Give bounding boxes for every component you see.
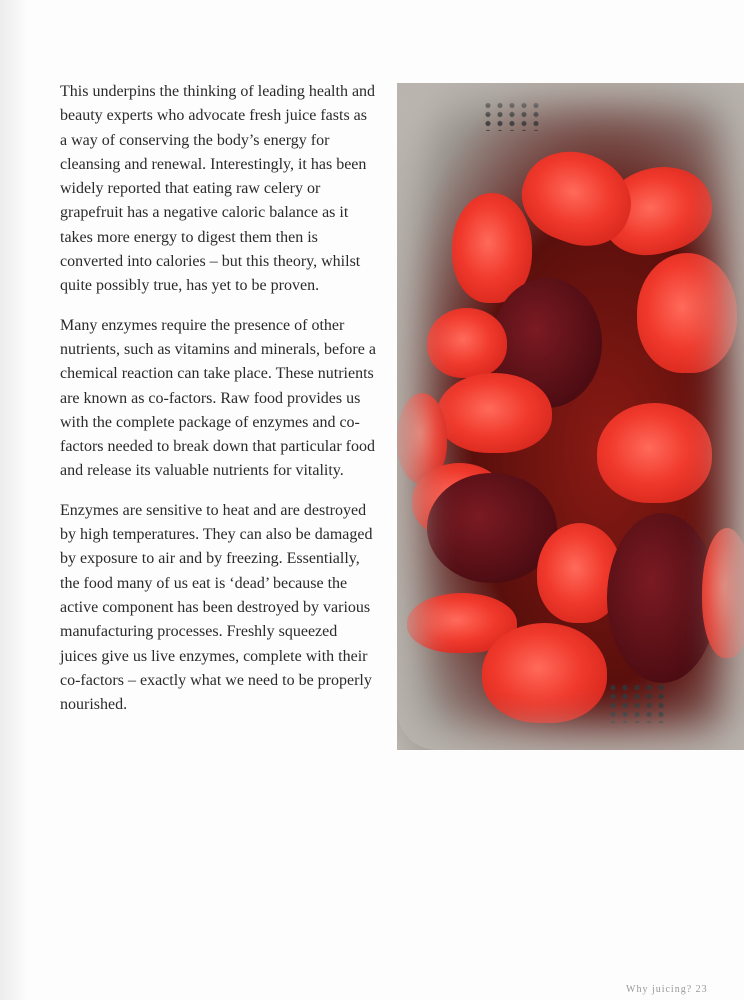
page-gutter-shadow bbox=[0, 0, 28, 1000]
body-paragraph-3: Enzymes are sensitive to heat and are destroyed by high temperatures. They can also be damaged by exposure to air and by freezing. Essentially, the food many of us eat is ‘dead’ because the active component has been destroyed by various manufacturing processes. Freshly squeezed juices give us live enzymes, complete with their co-factors – exactly what we need to be properly nourished. bbox=[60, 501, 373, 714]
running-footer: Why juicing? 23 bbox=[626, 984, 708, 995]
body-text-column bbox=[60, 80, 378, 732]
strawberries-beetroot-colander-photo bbox=[397, 83, 744, 750]
colander-rim bbox=[397, 83, 744, 750]
body-paragraph-2: Many enzymes require the presence of other nutrients, such as vitamins and minerals, before a chemical reaction can take place. These nutrients are known as co-factors. Raw food provides us with the complete package of enzymes and co-factors needed to break down that particular food and release its valuable nutrients for vitality. bbox=[60, 316, 376, 480]
body-paragraph-1: This underpins the thinking of leading health and beauty experts who advocate fresh juice fasts as a way of conserving the body’s energy for cleansing and renewal. Interestingly, it has been widely reported that eating raw celery or grapefruit has a negative caloric balance as it takes more energy to digest them then is converted into calories – but this theory, whilst quite possibly true, has yet to be proven. bbox=[60, 83, 376, 295]
